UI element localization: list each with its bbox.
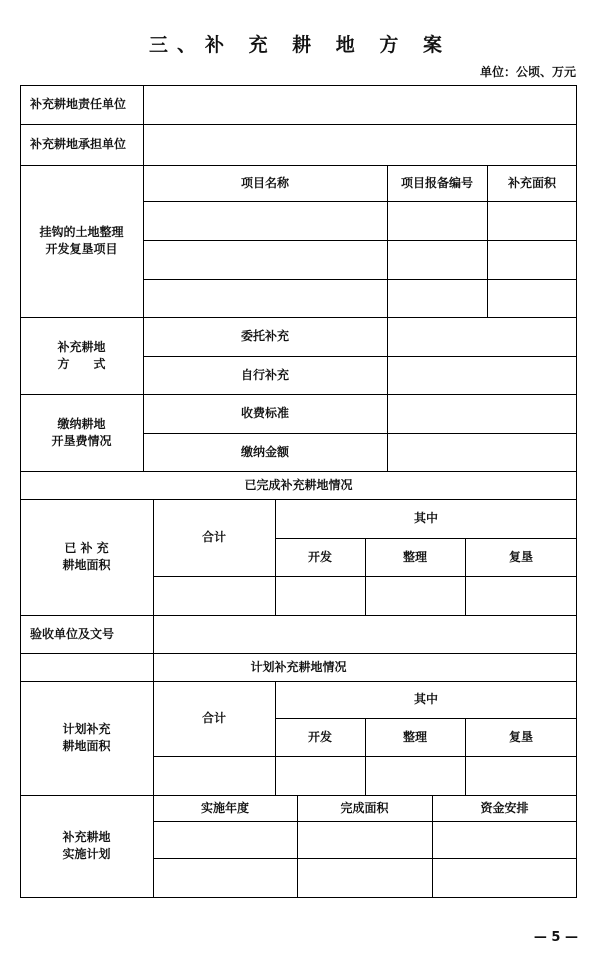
impl-plan-label: 补充耕地 实施计划	[62, 830, 111, 861]
planned-total-header: 合计	[201, 711, 226, 725]
completed-arrange-header: 整理	[402, 549, 427, 564]
fee-label: 缴纳耕地 开垦费情况	[51, 416, 112, 448]
page-number: — 5 —	[533, 930, 578, 945]
unit-note: 单位：公顷、万元	[479, 65, 576, 79]
fee-standard-label: 收费标准	[240, 406, 289, 420]
planned-reclaim-header: 复垦	[508, 729, 533, 744]
undertake-unit-label: 补充耕地承担单位	[30, 137, 127, 151]
planned-develop-header: 开发	[307, 729, 332, 744]
completed-area-label: 已 补 充 耕地面积	[62, 541, 111, 572]
done-area-header: 完成面积	[340, 800, 389, 815]
project-code-header: 项目报备编号	[400, 175, 473, 190]
planned-section-title: 计划补充耕地情况	[250, 659, 347, 674]
planned-among-header: 其中	[413, 692, 438, 706]
acceptance-label: 验收单位及文号	[30, 626, 115, 641]
planned-area-label: 计划补充 耕地面积	[62, 722, 111, 753]
completed-section-title: 已完成补充耕地情况	[244, 477, 353, 492]
completed-total-header: 合计	[201, 530, 226, 544]
entrusted-label: 委托补充	[240, 329, 289, 343]
completed-among-header: 其中	[413, 511, 438, 525]
completed-reclaim-header: 复垦	[508, 549, 533, 564]
self-supplement-label: 自行补充	[240, 367, 289, 382]
impl-year-header: 实施年度	[200, 800, 249, 815]
plan-table	[20, 85, 577, 898]
planned-arrange-header: 整理	[402, 729, 427, 744]
fee-amount-label: 缴纳金额	[240, 444, 289, 459]
project-name-header: 项目名称	[240, 175, 289, 190]
linked-projects-label: 挂钩的土地整理 开发复垦项目	[39, 225, 124, 256]
resp-unit-label: 补充耕地责任单位	[30, 97, 127, 111]
page-title: 三、补 充 耕 地 方 案	[148, 34, 452, 56]
supplement-area-header: 补充面积	[507, 175, 556, 190]
funds-header: 资金安排	[480, 800, 529, 815]
completed-develop-header: 开发	[307, 549, 332, 564]
method-label: 补充耕地 方 式	[57, 339, 106, 371]
